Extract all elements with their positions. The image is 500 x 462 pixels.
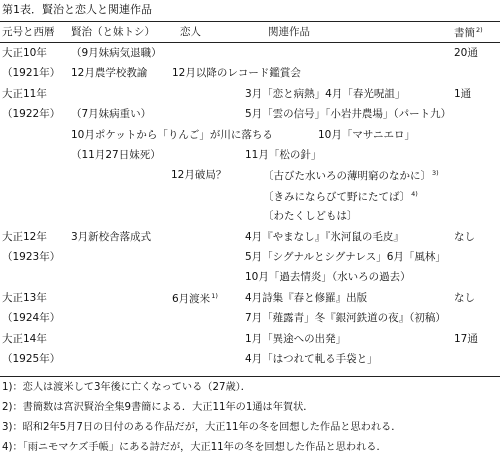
- row-kenji-text: 3月新校舎落成式: [71, 231, 152, 243]
- table-bottom-rule: [0, 376, 500, 377]
- row-kenji: [71, 109, 151, 120]
- row-works-text: 4月「はつれて軋る手袋と」: [245, 353, 378, 365]
- row-works-text: 4月『やまなし』『氷河鼠の毛皮』: [245, 231, 404, 243]
- row-works-text: 3月「恋と病熱」4月「春光呪詛」: [245, 88, 406, 100]
- row-kenji-text: 10月ポケットから「りんご」が川に落ちる: [71, 129, 273, 141]
- row-works: [245, 232, 404, 243]
- row-era-text: 大正12年: [2, 231, 47, 243]
- footnote-1: 1)：恋人は渡米して3年後に亡くなっている（27歳）．: [2, 382, 251, 393]
- row-works-footnote-marker: 3): [432, 169, 439, 177]
- row-letters-text: なし: [454, 231, 475, 243]
- row-works: [245, 109, 451, 120]
- row-era: [2, 334, 47, 345]
- row-kenji-text: 12月農学校教諭: [71, 67, 148, 79]
- row-era-text: 大正14年: [2, 333, 47, 345]
- row-letters: [454, 232, 475, 243]
- row-kenji-text: （9月妹病気退職）: [71, 47, 162, 59]
- row-works-text: 10月「マサニエロ」: [318, 129, 415, 141]
- row-kenji-text: （11月27日妹死）: [71, 149, 161, 161]
- row-kenji: [71, 68, 147, 79]
- row-letters: [454, 48, 478, 59]
- row-works-text: 5月「雲の信号」「小岩井農場」（パート九）: [245, 108, 452, 120]
- table-title: 第1表．賢治と恋人と関連作品: [2, 3, 152, 16]
- row-era: [2, 232, 47, 243]
- row-kenji: [71, 48, 162, 59]
- row-era-text: （1925年）: [2, 353, 61, 365]
- row-era: [2, 48, 47, 59]
- header-era: 元号と西暦: [2, 26, 55, 38]
- footnote-2: 2)：書簡数は宮沢賢治全集9書簡による．大正11年の1通は年賀状．: [2, 402, 314, 413]
- row-letters-text: 1通: [454, 88, 472, 100]
- row-era: [2, 252, 60, 263]
- row-works: [245, 252, 446, 263]
- row-lover-text: 12月以降のレコード鑑賞会: [172, 67, 301, 79]
- row-works-text: 1月「異途への出発」: [245, 333, 347, 345]
- row-works-text: 4月詩集『春と修羅』出版: [245, 292, 368, 304]
- row-lover: [172, 293, 218, 305]
- row-lover: [171, 170, 226, 181]
- row-letters-text: 17通: [454, 333, 478, 345]
- row-works: [263, 191, 418, 203]
- header-bottom-rule: [0, 42, 500, 43]
- row-works-text: 〔わたくしどもは〕: [263, 210, 358, 222]
- row-works: [245, 293, 367, 304]
- row-works-text: 〔きみにならびて野にたてば〕: [263, 191, 411, 203]
- row-kenji: [71, 150, 161, 161]
- row-letters: [454, 293, 475, 304]
- row-works-text: 11月「松の針」: [245, 149, 322, 161]
- row-era-text: 大正10年: [2, 47, 47, 59]
- row-lover-text: 12月破局？: [171, 169, 227, 181]
- row-works-text: 10月「過去情炎」（水いろの過去）: [245, 271, 411, 283]
- header-works: 関連作品: [268, 26, 310, 38]
- row-works: [245, 313, 446, 324]
- row-lover-text: 6月渡米: [172, 293, 211, 305]
- row-works-text: 7月「薤露青」冬『銀河鉄道の夜』（初稿）: [245, 312, 446, 324]
- row-letters: [454, 89, 471, 100]
- row-kenji-text: （7月妹病重い）: [71, 108, 152, 120]
- row-works: [245, 272, 411, 283]
- row-letters-text: 20通: [454, 47, 478, 59]
- row-era-text: 大正11年: [2, 88, 47, 100]
- row-kenji: [71, 232, 151, 243]
- row-era: [2, 89, 47, 100]
- footnote-4: 4)：「雨ニモマケズ手帳」にある詩だが，大正11年の冬を回想した作品と思われる．: [2, 442, 387, 453]
- row-era: [2, 313, 60, 324]
- row-lover: [172, 68, 301, 79]
- row-era-text: （1922年）: [2, 108, 61, 120]
- row-works: [245, 150, 321, 161]
- header-kenji: 賢治（と妹トシ）: [71, 26, 155, 38]
- row-works: [263, 170, 439, 182]
- row-era-text: （1924年）: [2, 312, 61, 324]
- row-lover-footnote-marker: 1): [211, 292, 218, 300]
- row-works: [245, 89, 405, 100]
- header-letters-footnote-marker: 2): [476, 26, 483, 34]
- row-era: [2, 68, 60, 79]
- row-works-text: 〔古びた水いろの薄明窮のなかに〕: [263, 170, 431, 182]
- header-lover: 恋人: [180, 26, 201, 38]
- row-works: [263, 211, 358, 222]
- row-era: [2, 293, 47, 304]
- row-era: [2, 354, 60, 365]
- row-letters-text: なし: [454, 292, 475, 304]
- row-era-text: （1923年）: [2, 251, 61, 263]
- row-era: [2, 109, 60, 120]
- table-top-rule: [0, 21, 500, 22]
- row-kenji: [71, 130, 273, 141]
- row-letters: [454, 334, 478, 345]
- row-works-footnote-marker: 4): [411, 190, 418, 198]
- row-works: [245, 334, 346, 345]
- row-works: [318, 130, 415, 141]
- row-era-text: （1921年）: [2, 67, 61, 79]
- footnote-3: 3)：昭和2年5月7日の日付のある作品だが，大正11年の冬を回想した作品と思われる．: [2, 422, 402, 433]
- header-letters: 書簡$^{2)}$: [454, 26, 483, 39]
- row-era-text: 大正13年: [2, 292, 47, 304]
- row-works: [245, 354, 378, 365]
- row-works-text: 5月「シグナルとシグナレス」6月「風林」: [245, 251, 446, 263]
